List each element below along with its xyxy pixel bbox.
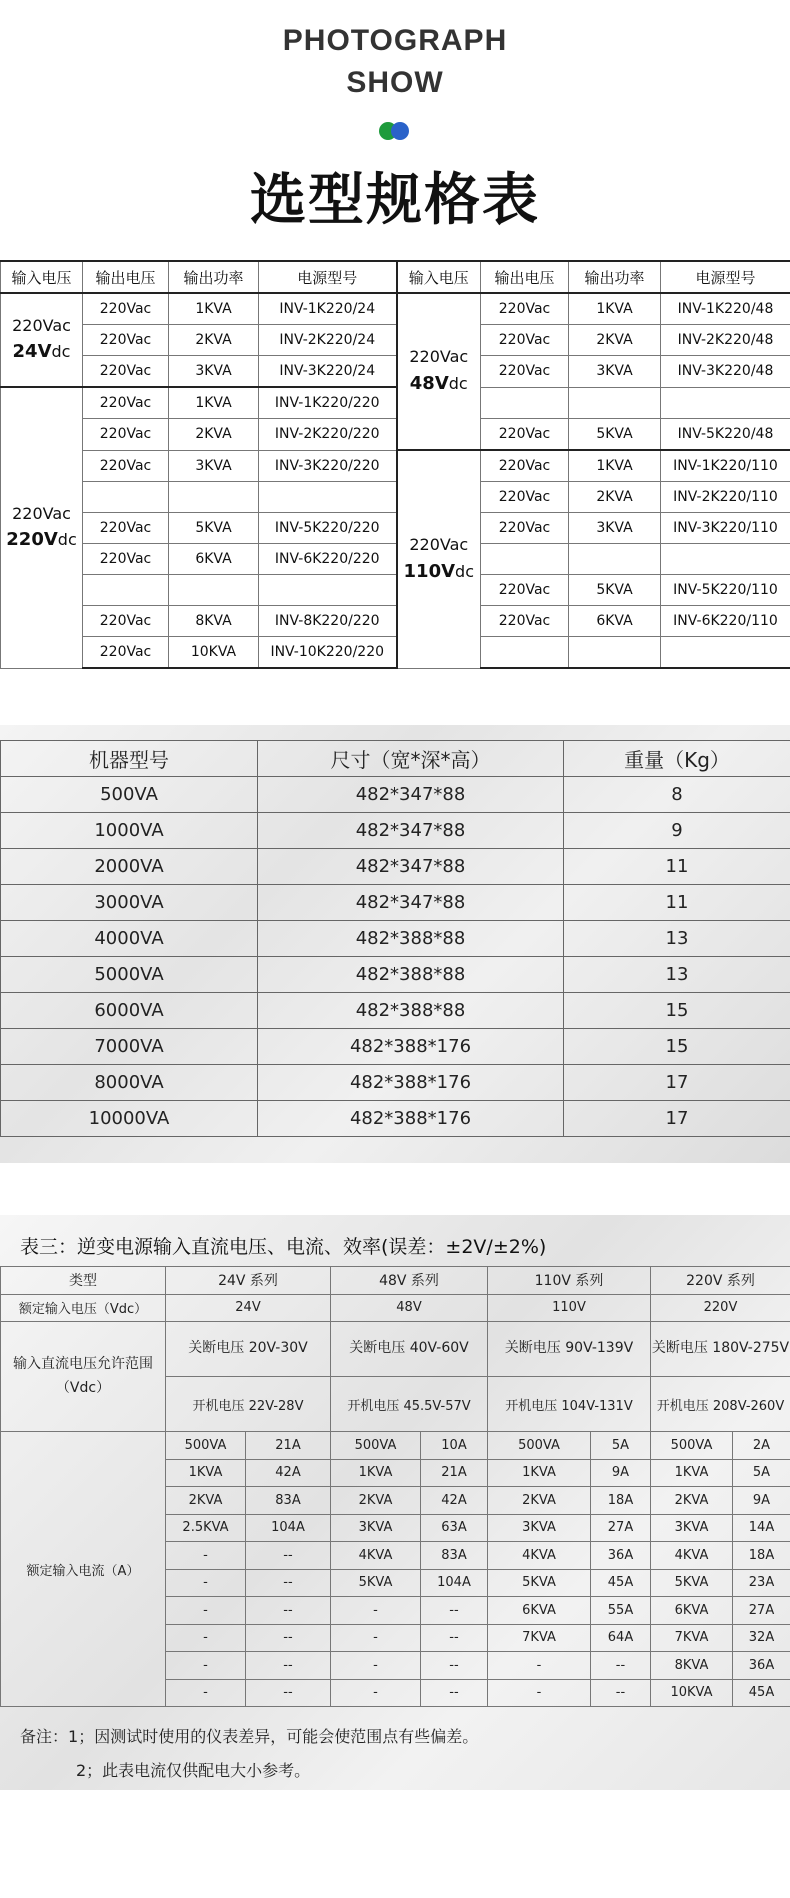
table-row bbox=[1, 325, 790, 356]
table-cell: 8KVA bbox=[651, 1652, 733, 1680]
table-cell: 21A bbox=[421, 1459, 488, 1487]
table-row bbox=[1, 387, 790, 419]
table-row bbox=[1, 885, 790, 921]
table-cell: 42A bbox=[421, 1487, 488, 1515]
table-cell: 3KVA bbox=[169, 356, 259, 388]
table-cell: 220Vac bbox=[83, 387, 169, 419]
table-row bbox=[1, 419, 790, 451]
table-cell: 7KVA bbox=[488, 1624, 591, 1652]
input-voltage-group bbox=[1, 387, 83, 668]
table-cell: 5KVA bbox=[331, 1569, 421, 1597]
selection-spec-table bbox=[0, 260, 790, 669]
table-cell: 220Vac bbox=[83, 419, 169, 451]
table-cell: 2KVA bbox=[169, 419, 259, 451]
table-cell: 110V bbox=[488, 1294, 651, 1322]
input-voltage-current-table bbox=[0, 1266, 790, 1707]
decorative-dots-icon bbox=[379, 122, 413, 140]
table-cell: 关断电压 40V-60V bbox=[331, 1322, 488, 1377]
table-cell: 开机电压 104V-131V bbox=[488, 1377, 651, 1432]
table-cell: 220V bbox=[651, 1294, 790, 1322]
table-cell: 2KVA bbox=[166, 1487, 246, 1515]
input-voltage-group bbox=[397, 293, 481, 450]
table-cell: 63A bbox=[421, 1514, 488, 1542]
table-row bbox=[1, 575, 790, 606]
table-row bbox=[1, 293, 790, 325]
input-dc-voltage bbox=[1, 526, 82, 555]
column-header: 输出电压 bbox=[481, 261, 569, 293]
dc-voltage-value: 220V bbox=[6, 529, 58, 551]
table-cell: 13 bbox=[564, 957, 790, 993]
dc-voltage-value: 24V bbox=[12, 341, 52, 363]
table-cell: 1KVA bbox=[331, 1459, 421, 1487]
table-cell: 关断电压 90V-139V bbox=[488, 1322, 651, 1377]
table-cell: 3KVA bbox=[169, 450, 259, 482]
table-cell: 8KVA bbox=[169, 606, 259, 637]
table-cell: 482*388*176 bbox=[258, 1101, 564, 1137]
table-cell: 9A bbox=[591, 1459, 651, 1487]
table-row bbox=[1, 957, 790, 993]
header-row bbox=[1, 1267, 790, 1295]
table-cell: -- bbox=[421, 1652, 488, 1680]
table-cell: 42A bbox=[246, 1459, 331, 1487]
table-row bbox=[1, 544, 790, 575]
table-cell: - bbox=[488, 1679, 591, 1707]
row-label: 额定输入电压（Vdc） bbox=[1, 1294, 166, 1322]
table-cell: 8 bbox=[564, 777, 790, 813]
table-cell: - bbox=[166, 1597, 246, 1625]
table-cell: -- bbox=[246, 1679, 331, 1707]
table-cell: 36A bbox=[733, 1652, 790, 1680]
table-cell: 220Vac bbox=[83, 293, 169, 325]
blue-dot-icon bbox=[391, 122, 409, 140]
table-cell: 220Vac bbox=[83, 325, 169, 356]
page-header bbox=[0, 0, 790, 250]
note-line-1 bbox=[20, 1720, 478, 1754]
table-cell: 6KVA bbox=[569, 606, 661, 637]
table-row bbox=[1, 1065, 790, 1101]
table-cell: 开机电压 45.5V-57V bbox=[331, 1377, 488, 1432]
dc-unit: dc bbox=[57, 530, 77, 550]
table-cell bbox=[661, 637, 790, 669]
table-cell bbox=[569, 544, 661, 575]
table-cell: 1KVA bbox=[569, 293, 661, 325]
table-cell: 104A bbox=[246, 1514, 331, 1542]
column-header: 尺寸（宽*深*高） bbox=[258, 741, 564, 777]
table-cell: 482*388*88 bbox=[258, 957, 564, 993]
table-cell: 4KVA bbox=[651, 1542, 733, 1570]
table-cell: 10KVA bbox=[651, 1679, 733, 1707]
table-cell: 482*388*176 bbox=[258, 1029, 564, 1065]
input-ac-voltage: 220Vac bbox=[12, 503, 71, 523]
current-row bbox=[1, 1432, 790, 1460]
table-cell bbox=[481, 387, 569, 419]
table-cell bbox=[661, 387, 790, 419]
table-cell: 3KVA bbox=[651, 1514, 733, 1542]
table-cell: 6KVA bbox=[169, 544, 259, 575]
table-cell: 3KVA bbox=[488, 1514, 591, 1542]
table-cell: 14A bbox=[733, 1514, 790, 1542]
table-cell: -- bbox=[246, 1569, 331, 1597]
table-cell: 21A bbox=[246, 1432, 331, 1460]
column-header: 输出功率 bbox=[569, 261, 661, 293]
table-cell: 2000VA bbox=[1, 849, 258, 885]
table-cell: - bbox=[331, 1652, 421, 1680]
table-cell: 64A bbox=[591, 1624, 651, 1652]
table-cell: 1KVA bbox=[569, 450, 661, 482]
table-cell: 2KVA bbox=[169, 325, 259, 356]
table-cell: INV-2K220/48 bbox=[661, 325, 790, 356]
column-header: 110V 系列 bbox=[488, 1267, 651, 1295]
table-cell: INV-5K220/48 bbox=[661, 419, 790, 451]
table-cell bbox=[259, 575, 397, 606]
table-cell: INV-10K220/220 bbox=[259, 637, 397, 669]
dc-unit: dc bbox=[448, 373, 468, 393]
rated-voltage-row bbox=[1, 1294, 790, 1322]
table-cell: - bbox=[166, 1569, 246, 1597]
input-ac-voltage: 220Vac bbox=[409, 347, 469, 367]
table-cell: 1KVA bbox=[651, 1459, 733, 1487]
table-cell: 5KVA bbox=[651, 1569, 733, 1597]
table-cell bbox=[83, 575, 169, 606]
table-cell: 2KVA bbox=[569, 482, 661, 513]
table-cell: 220Vac bbox=[83, 637, 169, 669]
table-cell: 18A bbox=[733, 1542, 790, 1570]
table-cell bbox=[569, 637, 661, 669]
table-cell: 220Vac bbox=[481, 606, 569, 637]
table-cell: 220Vac bbox=[481, 482, 569, 513]
table-cell: 482*347*88 bbox=[258, 849, 564, 885]
table-cell: 1KVA bbox=[169, 387, 259, 419]
table-cell: 关断电压 20V-30V bbox=[166, 1322, 331, 1377]
table-cell: 220Vac bbox=[481, 356, 569, 388]
row-label: 输入直流电压允许范围（Vdc） bbox=[1, 1322, 166, 1432]
table-row bbox=[1, 777, 790, 813]
table-cell: 15 bbox=[564, 993, 790, 1029]
table-cell: -- bbox=[246, 1624, 331, 1652]
table-cell: 5A bbox=[591, 1432, 651, 1460]
table-cell: 3KVA bbox=[569, 513, 661, 544]
table-row bbox=[1, 513, 790, 544]
table-cell: 500VA bbox=[1, 777, 258, 813]
table-cell bbox=[169, 482, 259, 513]
table-cell: 3KVA bbox=[569, 356, 661, 388]
table-row bbox=[1, 637, 790, 669]
table-cell: - bbox=[488, 1652, 591, 1680]
table-cell: 2A bbox=[733, 1432, 790, 1460]
table-cell: INV-6K220/110 bbox=[661, 606, 790, 637]
table-cell: 17 bbox=[564, 1101, 790, 1137]
table-cell: 220Vac bbox=[83, 544, 169, 575]
table-row bbox=[1, 849, 790, 885]
table-cell: 10KVA bbox=[169, 637, 259, 669]
table-cell bbox=[569, 387, 661, 419]
table-cell: - bbox=[166, 1652, 246, 1680]
english-title-line1: PHOTOGRAPH bbox=[282, 24, 508, 57]
table-cell: - bbox=[166, 1624, 246, 1652]
table-cell: 4KVA bbox=[331, 1542, 421, 1570]
table-cell: 482*347*88 bbox=[258, 777, 564, 813]
table-cell: INV-1K220/110 bbox=[661, 450, 790, 482]
table-cell: INV-1K220/24 bbox=[259, 293, 397, 325]
table-cell: -- bbox=[421, 1624, 488, 1652]
column-header: 输入电压 bbox=[1, 261, 83, 293]
table-cell: INV-3K220/220 bbox=[259, 450, 397, 482]
table-cell: 17 bbox=[564, 1065, 790, 1101]
table-cell bbox=[481, 637, 569, 669]
column-header: 重量（Kg） bbox=[564, 741, 790, 777]
table-cell: 11 bbox=[564, 849, 790, 885]
table-cell: 6KVA bbox=[488, 1597, 591, 1625]
table-cell: 45A bbox=[591, 1569, 651, 1597]
table3-title: 表三：逆变电源输入直流电压、电流、效率(误差：±2V/±2%) bbox=[20, 1236, 547, 1258]
table-cell: 220Vac bbox=[83, 356, 169, 388]
table-cell: 开机电压 22V-28V bbox=[166, 1377, 331, 1432]
table-cell: 220Vac bbox=[481, 513, 569, 544]
table-cell: -- bbox=[591, 1679, 651, 1707]
table-cell: 13 bbox=[564, 921, 790, 957]
table-cell: INV-2K220/24 bbox=[259, 325, 397, 356]
table-cell: 11 bbox=[564, 885, 790, 921]
table-row bbox=[1, 813, 790, 849]
table-cell: 220Vac bbox=[481, 325, 569, 356]
column-header: 类型 bbox=[1, 1267, 166, 1295]
table-cell: 10000VA bbox=[1, 1101, 258, 1137]
table-cell: 7000VA bbox=[1, 1029, 258, 1065]
table-row bbox=[1, 921, 790, 957]
input-dc-voltage bbox=[398, 558, 481, 587]
table-cell: 24V bbox=[166, 1294, 331, 1322]
table-cell: 5A bbox=[733, 1459, 790, 1487]
column-header: 机器型号 bbox=[1, 741, 258, 777]
table-cell: 27A bbox=[591, 1514, 651, 1542]
table-cell bbox=[169, 575, 259, 606]
table-cell: INV-1K220/220 bbox=[259, 387, 397, 419]
table-cell: 220Vac bbox=[481, 575, 569, 606]
column-header: 输出电压 bbox=[83, 261, 169, 293]
table-cell: 6000VA bbox=[1, 993, 258, 1029]
table-row bbox=[1, 482, 790, 513]
table-cell: 220Vac bbox=[481, 419, 569, 451]
table-cell: 4000VA bbox=[1, 921, 258, 957]
table-cell: 3KVA bbox=[331, 1514, 421, 1542]
header-row bbox=[1, 261, 790, 293]
table-cell: INV-8K220/220 bbox=[259, 606, 397, 637]
table-cell: 55A bbox=[591, 1597, 651, 1625]
note-text-1: 1；因测试时使用的仪表差异，可能会使范围点有些偏差。 bbox=[68, 1727, 479, 1746]
table-cell: - bbox=[166, 1679, 246, 1707]
dimensions-weight-table bbox=[0, 740, 790, 1137]
table-cell: - bbox=[331, 1624, 421, 1652]
table-cell: 27A bbox=[733, 1597, 790, 1625]
table-cell bbox=[83, 482, 169, 513]
table-cell: 1KVA bbox=[169, 293, 259, 325]
table-cell: INV-3K220/110 bbox=[661, 513, 790, 544]
dc-voltage-value: 110V bbox=[403, 560, 456, 582]
header-row bbox=[1, 741, 790, 777]
table-cell: 1KVA bbox=[166, 1459, 246, 1487]
input-voltage-group bbox=[397, 450, 481, 668]
table-cell: 482*388*176 bbox=[258, 1065, 564, 1101]
table-cell: -- bbox=[421, 1679, 488, 1707]
table-cell: INV-3K220/24 bbox=[259, 356, 397, 388]
table-cell: 5KVA bbox=[488, 1569, 591, 1597]
table-cell: INV-5K220/110 bbox=[661, 575, 790, 606]
table-cell: 104A bbox=[421, 1569, 488, 1597]
table-cell: 5KVA bbox=[169, 513, 259, 544]
column-header: 48V 系列 bbox=[331, 1267, 488, 1295]
off-voltage-row bbox=[1, 1322, 790, 1377]
table-cell: -- bbox=[246, 1597, 331, 1625]
table-cell: 1000VA bbox=[1, 813, 258, 849]
note-label: 备注： bbox=[20, 1727, 69, 1746]
row-label: 额定输入电流（A） bbox=[1, 1432, 166, 1707]
table-cell: 500VA bbox=[488, 1432, 591, 1460]
table-row bbox=[1, 1029, 790, 1065]
table-cell: 6KVA bbox=[651, 1597, 733, 1625]
table-cell: 220Vac bbox=[481, 293, 569, 325]
table-cell: INV-3K220/48 bbox=[661, 356, 790, 388]
table-row bbox=[1, 993, 790, 1029]
table-cell bbox=[481, 544, 569, 575]
input-dc-voltage bbox=[398, 370, 481, 399]
table-cell: 48V bbox=[331, 1294, 488, 1322]
table-cell: -- bbox=[591, 1652, 651, 1680]
table-cell: INV-5K220/220 bbox=[259, 513, 397, 544]
table-cell: INV-2K220/110 bbox=[661, 482, 790, 513]
table-cell: 1KVA bbox=[488, 1459, 591, 1487]
table-cell: 500VA bbox=[651, 1432, 733, 1460]
table-cell: 482*347*88 bbox=[258, 885, 564, 921]
table-cell: - bbox=[331, 1679, 421, 1707]
table-row bbox=[1, 1101, 790, 1137]
table-cell: 开机电压 208V-260V bbox=[651, 1377, 790, 1432]
table-cell: 83A bbox=[246, 1487, 331, 1515]
table-cell: 32A bbox=[733, 1624, 790, 1652]
notes-section bbox=[20, 1720, 478, 1788]
table-cell: 45A bbox=[733, 1679, 790, 1707]
english-title-line2: SHOW bbox=[346, 66, 444, 99]
table-cell: 220Vac bbox=[83, 606, 169, 637]
table-cell: 9 bbox=[564, 813, 790, 849]
table-cell: 15 bbox=[564, 1029, 790, 1065]
table-cell: 2KVA bbox=[569, 325, 661, 356]
input-ac-voltage: 220Vac bbox=[12, 315, 71, 335]
table-cell: INV-6K220/220 bbox=[259, 544, 397, 575]
table-cell: - bbox=[331, 1597, 421, 1625]
dc-unit: dc bbox=[51, 342, 71, 362]
table-cell: 4KVA bbox=[488, 1542, 591, 1570]
column-header: 输出功率 bbox=[169, 261, 259, 293]
column-header: 电源型号 bbox=[259, 261, 397, 293]
table-cell: -- bbox=[246, 1652, 331, 1680]
table-cell: 220Vac bbox=[481, 450, 569, 482]
table-cell: 500VA bbox=[166, 1432, 246, 1460]
table-cell bbox=[661, 544, 790, 575]
column-header: 输入电压 bbox=[397, 261, 481, 293]
table-cell: 8000VA bbox=[1, 1065, 258, 1101]
table-cell: INV-2K220/220 bbox=[259, 419, 397, 451]
table-cell: - bbox=[166, 1542, 246, 1570]
table-cell: -- bbox=[421, 1597, 488, 1625]
table-cell: 500VA bbox=[331, 1432, 421, 1460]
table-cell: 23A bbox=[733, 1569, 790, 1597]
dc-unit: dc bbox=[455, 561, 474, 581]
table-cell: 2KVA bbox=[651, 1487, 733, 1515]
note-line-2: 2；此表电流仅供配电大小参考。 bbox=[76, 1761, 311, 1780]
table-cell: 9A bbox=[733, 1487, 790, 1515]
input-voltage-group bbox=[1, 293, 83, 387]
table-cell: 220Vac bbox=[83, 513, 169, 544]
table-cell: 5000VA bbox=[1, 957, 258, 993]
table-row bbox=[1, 356, 790, 388]
table-cell: INV-1K220/48 bbox=[661, 293, 790, 325]
table-cell: 36A bbox=[591, 1542, 651, 1570]
table-cell: 7KVA bbox=[651, 1624, 733, 1652]
table-cell: 482*347*88 bbox=[258, 813, 564, 849]
table-cell: 3000VA bbox=[1, 885, 258, 921]
table-row bbox=[1, 606, 790, 637]
table-cell: 5KVA bbox=[569, 575, 661, 606]
table-cell bbox=[259, 482, 397, 513]
page-title: 选型规格表 bbox=[250, 168, 540, 233]
input-ac-voltage: 220Vac bbox=[409, 535, 469, 555]
table-cell: 482*388*88 bbox=[258, 921, 564, 957]
table-cell: 关断电压 180V-275V bbox=[651, 1322, 790, 1377]
dc-voltage-value: 48V bbox=[409, 372, 449, 394]
table-cell: 10A bbox=[421, 1432, 488, 1460]
table-cell: 2KVA bbox=[488, 1487, 591, 1515]
column-header: 220V 系列 bbox=[651, 1267, 790, 1295]
table-cell: 5KVA bbox=[569, 419, 661, 451]
table-cell: 220Vac bbox=[83, 450, 169, 482]
column-header: 24V 系列 bbox=[166, 1267, 331, 1295]
table-cell: 18A bbox=[591, 1487, 651, 1515]
input-dc-voltage bbox=[1, 338, 82, 367]
table-cell: 482*388*88 bbox=[258, 993, 564, 1029]
column-header: 电源型号 bbox=[661, 261, 790, 293]
table-cell: 2.5KVA bbox=[166, 1514, 246, 1542]
table-cell: -- bbox=[246, 1542, 331, 1570]
table-row bbox=[1, 450, 790, 482]
table-cell: 83A bbox=[421, 1542, 488, 1570]
table-cell: 2KVA bbox=[331, 1487, 421, 1515]
